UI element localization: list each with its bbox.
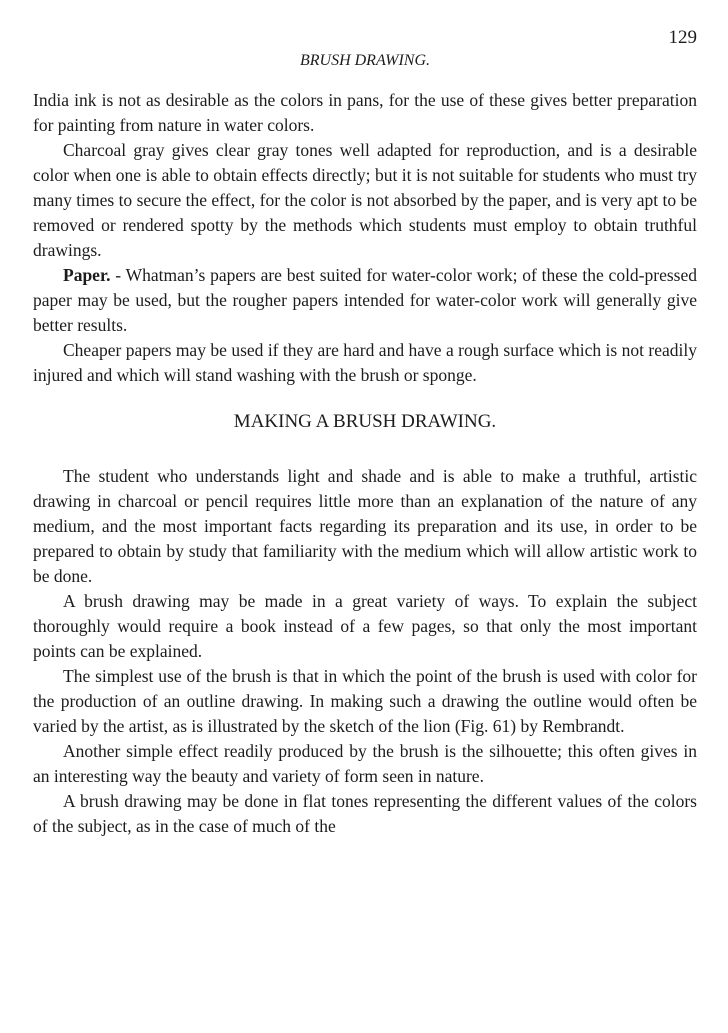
paragraph xyxy=(33,138,697,263)
paragraph-text: The student who understands light and shade and is able to make a truthful, artistic drawing in charcoal or pencil requires little more than an explanation of the nature of any medium, and the most important facts regarding its preparation and its use, in order to be prepared to obtain by study that familiarity with the medium which will allow artistic work to be done. xyxy=(33,466,697,586)
section-heading: MAKING A BRUSH DRAWING. xyxy=(233,411,497,432)
paragraph xyxy=(33,589,697,664)
paragraph xyxy=(33,263,697,338)
paragraph-text: A brush drawing may be made in a great variety of ways. To explain the subject thoroughly would require a book instead of a few pages, so that only the most important points can be explained. xyxy=(33,591,697,661)
paragraph xyxy=(33,664,697,739)
paragraph-text: A brush drawing may be done in flat tones representing the different values of the colors of the subject, as in the case of much of the xyxy=(33,791,697,836)
paragraph-text: Charcoal gray gives clear gray tones well adapted for reproduction, and is a desirable color when one is able to obtain effects directly; but it is not suitable for students who must try many times to secure the effect, for the color is not absorbed by the paper, and is very apt to be removed or rendered spotty by the methods which students must employ to obtain truthful drawings. xyxy=(33,140,697,260)
paragraph xyxy=(33,739,697,789)
paragraph xyxy=(33,338,697,388)
paragraph-text: India ink is not as desirable as the colors in pans, for the use of these gives better preparation for painting from nature in water colors. xyxy=(33,90,697,135)
paragraph-text: - Whatman’s papers are best suited for water-color work; of these the cold-pressed paper may be used, but the rougher papers intended for water-color work will generally give better results. xyxy=(33,265,697,335)
paragraph xyxy=(33,789,697,839)
running-head: BRUSH DRAWING. xyxy=(299,52,431,69)
page-number: 129 xyxy=(668,27,697,48)
paragraph-text: Another simple effect readily produced by the brush is the silhouette; this often gives in an interesting way the beauty and variety of form seen in nature. xyxy=(33,741,697,786)
page-body xyxy=(33,88,697,839)
paragraph-text: Cheaper papers may be used if they are hard and have a rough surface which is not readily injured and which will stand washing with the brush or sponge. xyxy=(33,340,697,385)
paragraph xyxy=(33,88,697,138)
paragraph-lead: Paper. xyxy=(63,265,111,285)
paragraph xyxy=(33,464,697,589)
paragraph-text: The simplest use of the brush is that in which the point of the brush is used with color for the production of an outline drawing. In making such a drawing the outline would often be varied by the artist, as is illustrated by the sketch of the lion (Fig. 61) by Rembrandt. xyxy=(33,666,697,736)
